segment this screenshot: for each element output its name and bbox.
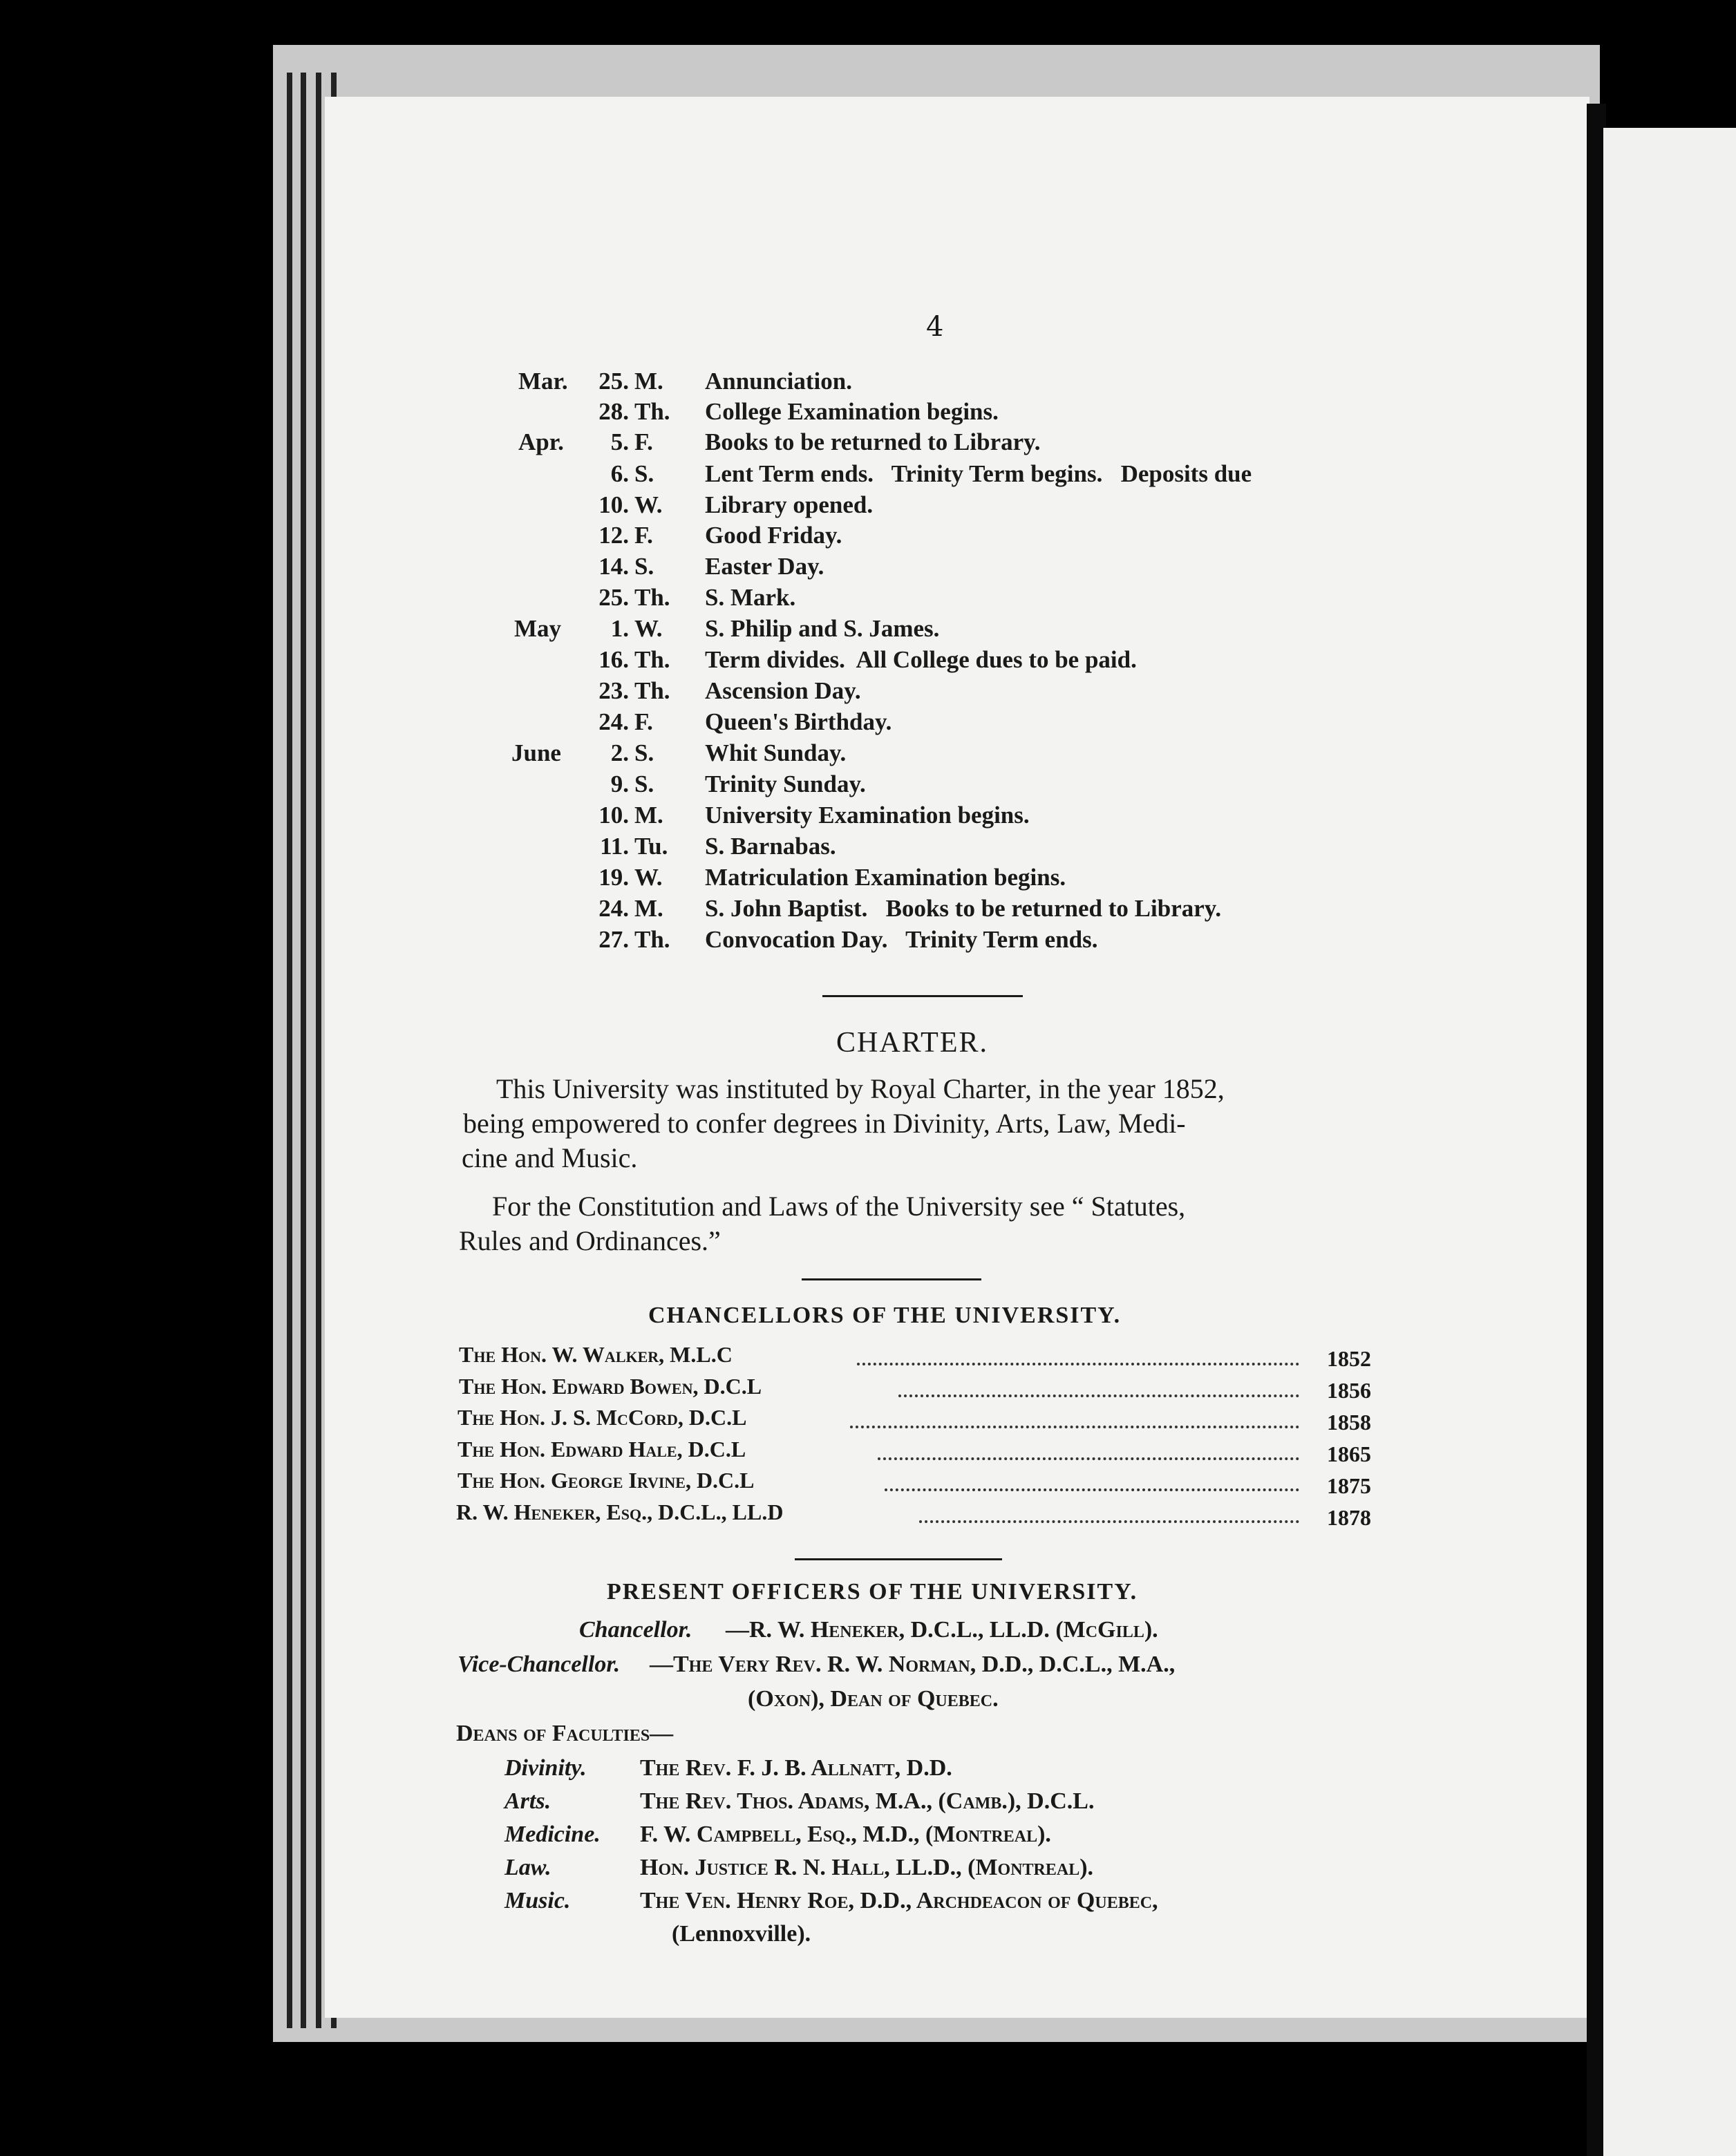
calendar-weekday: Tu. [634,833,668,860]
calendar-event: Whit Sunday. [705,739,847,766]
leader-dots [885,1488,1299,1491]
calendar-month: Apr. [518,428,564,455]
facing-page [1603,128,1736,2156]
calendar-day: 19. [598,864,629,891]
calendar-weekday: S. [634,770,654,797]
leader-dots [857,1363,1299,1365]
charter-line: Rules and Ordinances.” [459,1225,721,1256]
chancellor-name: R. W. Heneker, Esq., D.C.L., LL.D [456,1500,784,1524]
calendar-event: Term divides. All College dues to be paid. [705,646,1137,673]
calendar-event: Queen's Birthday. [705,708,892,735]
calendar-weekday: Th. [634,677,670,704]
calendar-event: S. John Baptist. Books to be returned to Library. [705,895,1222,922]
dean-name-cont: (Lennoxville). [672,1921,811,1947]
calendar-day: 16. [598,646,629,673]
section-rule [795,1558,1002,1560]
charter-line: This University was instituted by Royal Charter, in the year 1852, [496,1073,1225,1104]
chancellor-year: 1858 [1327,1410,1371,1435]
dean-name: The Rev. F. J. B. Allnatt, D.D. [640,1755,952,1781]
chancellor-name: The Hon. George Irvine, D.C.L [457,1468,755,1493]
chancellor-year: 1852 [1327,1346,1371,1371]
page-edge [287,73,292,2028]
calendar-weekday: F. [634,522,653,549]
calendar-weekday: W. [634,864,663,891]
calendar-event: Annunciation. [705,368,852,395]
calendar-day: 10. [598,491,629,518]
calendar-event: Books to be returned to Library. [705,428,1041,455]
calendar-day: 23. [598,677,629,704]
calendar-day: 25. [598,584,629,611]
calendar-event: University Examination begins. [705,802,1030,829]
calendar-weekday: S. [634,739,654,766]
deans-label: Deans of Faculties— [456,1721,674,1746]
charter-line: cine and Music. [462,1142,638,1173]
calendar-weekday: W. [634,491,663,518]
chancellor-name: The Hon. Edward Hale, D.C.L [457,1437,746,1462]
calendar-day: 27. [598,926,629,953]
faculty-label: Law. [504,1855,551,1880]
chancellor-year: 1878 [1327,1505,1371,1530]
calendar-day: 10. [598,802,629,829]
calendar-event: S. Philip and S. James. [705,615,940,642]
calendar-weekday: M. [634,895,663,922]
leader-dots [898,1394,1299,1397]
charter-heading: CHARTER. [836,1027,988,1059]
dean-name: The Rev. Thos. Adams, M.A., (Camb.), D.C.L. [640,1788,1095,1814]
chancellors-heading: CHANCELLORS OF THE UNIVERSITY. [648,1303,1122,1328]
calendar-day: 24. [598,895,629,922]
chancellor-value: —R. W. Heneker, D.C.L., LL.D. (McGill). [726,1617,1158,1643]
calendar-event: Convocation Day. Trinity Term ends. [705,926,1098,953]
calendar-event: Easter Day. [705,553,824,580]
dean-name: F. W. Campbell, Esq., M.D., (Montreal). [640,1822,1051,1847]
calendar-month: May [514,615,562,642]
dean-name: The Ven. Henry Roe, D.D., Archdeacon of Quebec, [640,1888,1158,1913]
vice-chancellor-label: Vice-Chancellor. [457,1652,621,1677]
page-number: 4 [926,311,944,343]
calendar-weekday: F. [634,428,653,455]
calendar-event: Good Friday. [705,522,842,549]
calendar-weekday: S. [634,553,654,580]
section-rule [822,995,1023,997]
calendar-event: Lent Term ends. Trinity Term begins. Deposits due [705,460,1252,487]
calendar-day: 6. [610,460,629,487]
faculty-label: Divinity. [504,1755,587,1781]
leader-dots [850,1426,1299,1428]
calendar-event: College Examination begins. [705,398,999,425]
calendar-event: Trinity Sunday. [705,770,866,797]
calendar-month: Mar. [518,368,568,395]
calendar-weekday: W. [634,615,663,642]
calendar-weekday: Th. [634,398,670,425]
chancellor-name: The Hon. Edward Bowen, D.C.L [459,1374,762,1399]
vice-chancellor-value-cont: (Oxon), Dean of Quebec. [748,1686,999,1712]
leader-dots [878,1457,1299,1460]
calendar-event: Matriculation Examination begins. [705,864,1066,891]
charter-line: For the Constitution and Laws of the University see “ Statutes, [492,1191,1186,1222]
calendar-event: Ascension Day. [705,677,861,704]
charter-line: being empowered to confer degrees in Divinity, Arts, Law, Medi- [463,1108,1186,1139]
chancellor-year: 1865 [1327,1441,1371,1466]
page-edge [316,73,321,2028]
dean-name: Hon. Justice R. N. Hall, LL.D., (Montreal). [640,1855,1094,1880]
calendar-weekday: Th. [634,926,670,953]
calendar-month: June [511,739,561,766]
calendar-weekday: M. [634,368,663,395]
calendar-day: 14. [598,553,629,580]
calendar-event: S. Mark. [705,584,796,611]
officers-heading: PRESENT OFFICERS OF THE UNIVERSITY. [607,1579,1138,1605]
faculty-label: Music. [504,1888,571,1913]
faculty-label: Medicine. [504,1822,601,1847]
page-edge [301,73,306,2028]
chancellor-name: The Hon. J. S. McCord, D.C.L [457,1405,747,1430]
calendar-weekday: F. [634,708,653,735]
calendar-day: 25. [598,368,629,395]
chancellor-year: 1856 [1327,1378,1371,1403]
chancellor-name: The Hon. W. Walker, M.L.C [459,1342,733,1367]
calendar-day: 9. [610,770,629,797]
calendar-weekday: M. [634,802,663,829]
calendar-weekday: S. [634,460,654,487]
calendar-day: 2. [610,739,629,766]
calendar-event: S. Barnabas. [705,833,836,860]
vice-chancellor-value: —The Very Rev. R. W. Norman, D.D., D.C.L., M.A., [650,1652,1176,1677]
calendar-day: 11. [600,833,629,860]
calendar-day: 24. [598,708,629,735]
calendar-day: 28. [598,398,629,425]
chancellor-label: Chancellor. [579,1617,692,1643]
leader-dots [919,1520,1299,1523]
chancellor-year: 1875 [1327,1473,1371,1498]
faculty-label: Arts. [504,1788,551,1814]
calendar-weekday: Th. [634,646,670,673]
calendar-day: 12. [598,522,629,549]
calendar-weekday: Th. [634,584,670,611]
calendar-day: 5. [610,428,629,455]
calendar-day: 1. [610,615,629,642]
calendar-event: Library opened. [705,491,874,518]
section-rule [802,1278,981,1280]
